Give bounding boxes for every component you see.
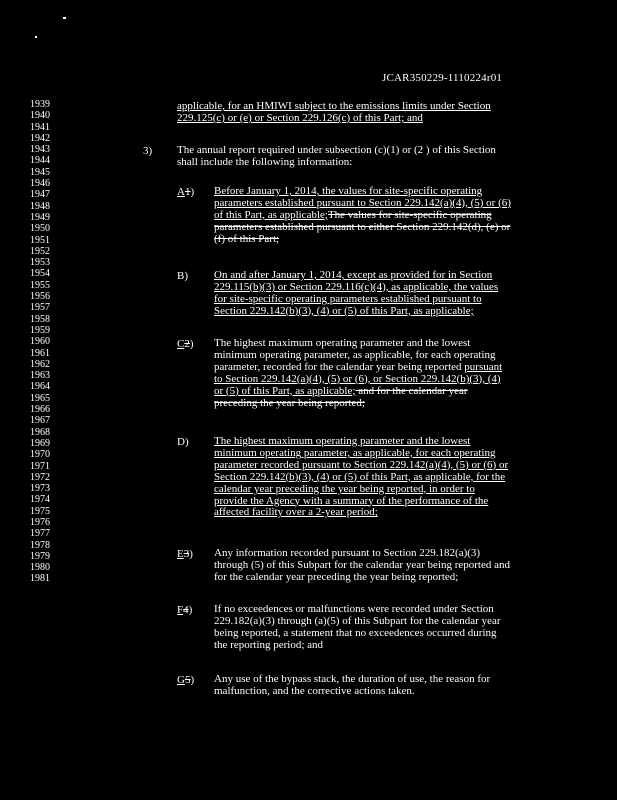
line-number: 1960 (30, 336, 50, 348)
item-3-text (177, 145, 577, 169)
line-number: 1962 (30, 358, 50, 370)
item-f-text (214, 604, 554, 652)
scan-mark (35, 36, 37, 38)
item-a-label-close: ) (190, 186, 195, 198)
line-number: 1950 (30, 223, 50, 235)
item-b-line: Section 229.142(b)(3), (4) or (5) of this Part, as applicable; (214, 304, 474, 317)
line-number: 1939 (30, 99, 50, 110)
line-number: 1971 (30, 460, 50, 472)
line-number: 1976 (30, 516, 50, 528)
line-number: 1977 (30, 528, 50, 540)
item-c-line: parameter, recorded for the calendar year being reported (214, 360, 465, 373)
item-d-line: provide the Agency with a summary of the performance of the (214, 494, 489, 507)
intro-line: 229.125(c) or (e) or Section 229.126(c) of this Part; and (177, 111, 423, 124)
item-f-label-old: 4 (183, 604, 189, 616)
line-number: 1958 (30, 313, 50, 325)
item-c-inserted-line: to Section 229.142(a)(4), (5) or (6), or Section 229.142(b)(3), (4) (214, 372, 501, 385)
line-number-column (30, 99, 60, 585)
line-number: 1948 (30, 200, 50, 212)
item-c-text (214, 338, 554, 409)
intro-line: applicable, for an HMIWI subject to the emissions limits under Section (177, 100, 491, 112)
line-number: 1955 (30, 279, 50, 291)
line-number: 1957 (30, 302, 50, 314)
item-a-label (177, 186, 194, 198)
line-number: 1964 (30, 381, 50, 393)
scan-mark (63, 17, 66, 19)
item-d-text (214, 436, 554, 519)
item-c-inserted: or (5) of this Part, as applicable; (214, 384, 356, 397)
line-number: 1975 (30, 505, 50, 517)
line-number: 1956 (30, 291, 50, 303)
line-number: 1963 (30, 370, 50, 382)
item-3-line: The annual report required under subsection (c)(1) or (2 ) of this Section (177, 144, 496, 156)
item-f-label (177, 604, 192, 616)
line-number: 1979 (30, 550, 50, 562)
item-3-label: 3) (143, 145, 153, 157)
line-number: 1961 (30, 347, 50, 359)
item-c-deleted: and for the calendar year (355, 384, 468, 397)
line-number: 1940 (30, 110, 50, 122)
line-number: 1972 (30, 471, 50, 483)
item-e-label-new: E (177, 548, 184, 560)
item-g-line: Any use of the bypass stack, the duration of use, the reason for (214, 673, 491, 685)
item-f-line: being reported, a statement that no exceedences occurred during (214, 626, 497, 639)
line-number: 1949 (30, 211, 50, 223)
item-d-line: Section 229.142(b)(3), (4) or (5) of this Part, as applicable, for the (214, 470, 506, 483)
line-number: 1945 (30, 166, 50, 178)
item-e-label (177, 548, 193, 560)
line-number: 1946 (30, 178, 50, 190)
item-c-label-old: 2 (184, 338, 190, 350)
line-number: 1947 (30, 189, 50, 201)
item-c-label-close: ) (189, 338, 194, 350)
document-id: JCAR350229-1110224r01 (382, 72, 503, 84)
item-g-line: malfunction, and the corrective actions taken. (214, 684, 415, 697)
line-number: 1954 (30, 268, 50, 280)
item-b-line: for site-specific operating parameters established pursuant to (214, 292, 482, 305)
item-g-label-close: ) (190, 674, 195, 686)
item-d-line: calendar year preceding the year being reported, in order to (214, 482, 475, 495)
item-d-line: minimum operating parameter, as applicable, for each operating (214, 446, 496, 459)
item-e-line: through (5) of this Subpart for the calendar year being reported and (214, 558, 510, 571)
line-number: 1942 (30, 132, 50, 144)
line-number: 1974 (30, 494, 50, 506)
item-c-label-new: C (177, 338, 185, 350)
item-b-line: 229.115(b)(3) or Section 229.116(c)(4), as applicable, the values (214, 280, 499, 293)
item-d-line: The highest maximum operating parameter and the lowest (214, 435, 471, 447)
line-number: 1959 (30, 324, 50, 336)
line-number: 1967 (30, 415, 50, 427)
line-number: 1951 (30, 234, 50, 246)
item-c-line: The highest maximum operating parameter and the lowest (214, 337, 471, 349)
line-number: 1953 (30, 257, 50, 269)
item-e-label-old: 3 (183, 548, 190, 560)
item-a-line: Before January 1, 2014, the values for site-specific operating (214, 185, 483, 197)
line-number: 1952 (30, 245, 50, 257)
item-a-line: parameters established pursuant to Section 229.142(a)(4), (5) or (6) (214, 196, 511, 209)
item-f-label-new: F (177, 604, 184, 616)
item-a-inserted: of this Part, as applicable; (214, 208, 328, 221)
item-e-text (214, 548, 554, 584)
intro-paragraph (177, 101, 577, 125)
line-number: 1943 (30, 144, 50, 156)
line-number: 1970 (30, 449, 50, 461)
line-number: 1941 (30, 121, 50, 133)
item-d-line: parameter recorded pursuant to Section 229.142(a)(4), (5) or (6) or (214, 458, 509, 471)
item-c-line: minimum operating parameter, as applicable, for each operating (214, 348, 496, 361)
line-number: 1966 (30, 404, 50, 416)
item-a-label-old: 1 (184, 186, 191, 198)
item-a-deleted-line: parameters established pursuant to either Section 229.142(d), (e) or (214, 220, 511, 233)
item-c-deleted-line: preceding the year being reported; (214, 396, 365, 409)
line-number: 1978 (30, 539, 50, 551)
line-number: 1973 (30, 483, 50, 495)
item-3-line: shall include the following information: (177, 155, 353, 168)
item-b-text (214, 270, 554, 318)
item-a-deleted: The values for site-specific operating (327, 208, 492, 221)
item-d-label: D) (177, 436, 189, 448)
item-e-line: for the calendar year preceding the year being reported; (214, 570, 459, 583)
item-g-text (214, 674, 554, 698)
item-f-line: the reporting period; and (214, 638, 324, 651)
item-f-line: 229.182(a)(3) through (a)(5) of this Subpart for the calendar year (214, 614, 501, 627)
item-c-label (177, 338, 194, 350)
item-f-line: If no exceedences or malfunctions were recorded under Section (214, 603, 494, 615)
item-d-line: affected facility over a 2-year period; (214, 506, 378, 519)
line-number: 1980 (30, 562, 50, 574)
item-a-text (214, 186, 554, 246)
item-b-line: On and after January 1, 2014, except as provided for in Section (214, 269, 493, 281)
item-e-line: Any information recorded pursuant to Section 229.182(a)(3) (214, 547, 481, 559)
item-g-label-new: G (177, 674, 185, 686)
item-a-deleted-line: (f) of this Part; (214, 232, 280, 245)
item-f-label-close: ) (188, 604, 193, 616)
line-number: 1944 (30, 155, 50, 167)
item-g-label (177, 674, 194, 686)
item-g-label-old: 5 (184, 674, 191, 686)
item-a-label-new: A (177, 186, 185, 198)
line-number: 1981 (30, 573, 50, 585)
line-number: 1969 (30, 437, 50, 449)
item-c-inserted: pursuant (464, 360, 503, 373)
line-number: 1968 (30, 426, 50, 438)
item-e-label-close: ) (189, 548, 193, 560)
line-number: 1965 (30, 392, 50, 404)
item-b-label: B) (177, 270, 188, 282)
